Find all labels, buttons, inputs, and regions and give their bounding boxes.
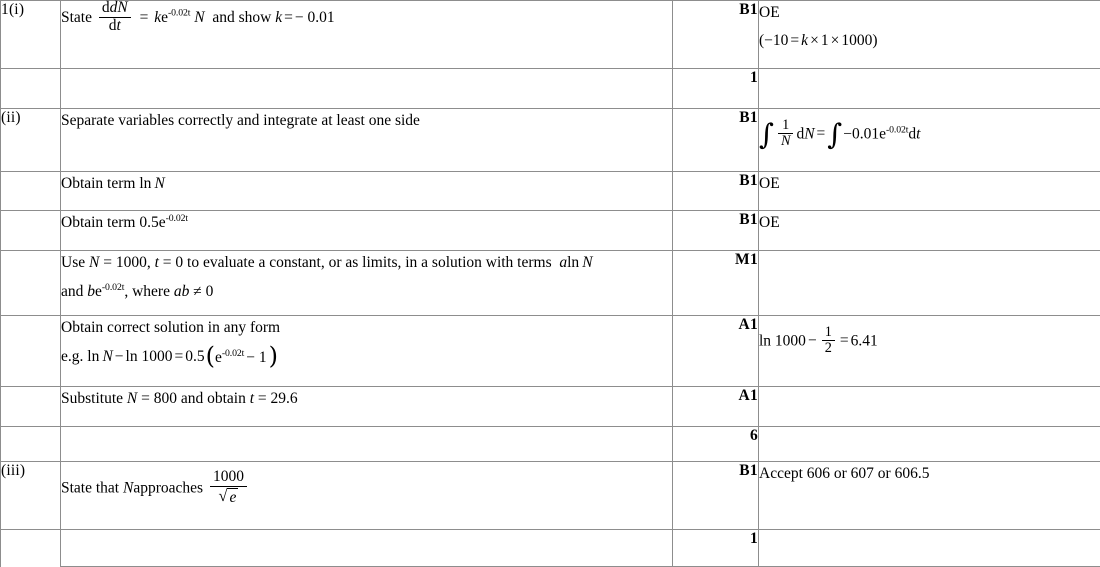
mark-total: 1 (749, 69, 758, 86)
exp-base: e (161, 8, 168, 26)
guidance-cell (759, 530, 1100, 567)
marks-cell (673, 462, 759, 530)
guidance-cell (759, 211, 1100, 251)
answer-cell (61, 69, 673, 109)
answer-example-expression (61, 342, 672, 371)
exponent: -0.02t (885, 124, 909, 136)
coefficient-a: a (559, 254, 568, 271)
answer-expression (61, 172, 672, 196)
answer-prefix: Substitute (61, 390, 124, 407)
marks-cell (673, 211, 759, 251)
answer-cell (61, 1, 673, 69)
answer-text: Obtain correct solution in any form (61, 319, 281, 336)
where-text: , where (124, 283, 170, 301)
mark-code: B1 (739, 172, 758, 189)
answer-prefix: Obtain term (61, 175, 136, 192)
variable-N: N (102, 348, 113, 366)
equals-sign: = (174, 348, 184, 366)
mark-code: B1 (739, 211, 758, 228)
minus-sign: − (807, 332, 817, 350)
table-row (1, 427, 1100, 462)
marks-cell (673, 1, 759, 69)
differential-dt: dt (908, 125, 921, 143)
value-t: = 29.6 (257, 390, 298, 407)
guidance-integral-expression (759, 116, 1100, 151)
guidance-text: OE (759, 214, 780, 231)
question-label-cell (1, 251, 61, 316)
answer-mid-text: approaches (133, 479, 204, 497)
question-label-cell (1, 109, 61, 172)
coefficient-k: k (154, 8, 162, 26)
question-label-cell (1, 462, 61, 530)
marks-cell (673, 172, 759, 211)
open-paren: ( (759, 32, 765, 50)
mark-code: A1 (738, 387, 758, 404)
mark-total: 1 (749, 530, 758, 547)
answer-expression (61, 1, 672, 35)
guidance-cell (759, 172, 1100, 211)
integral-sign-2: ∫ (827, 116, 843, 151)
answer-expression (61, 211, 672, 235)
table-row (1, 211, 1100, 251)
guidance-cell (759, 316, 1100, 387)
question-label: (ii) (1, 109, 21, 126)
integrand-coefficient: −0.01e (843, 125, 886, 143)
ln-1000: ln 1000 (759, 332, 806, 350)
exponent: -0.02t (101, 281, 125, 293)
equals-sign: = (790, 32, 800, 50)
variable-t: t (154, 254, 159, 271)
mark-code: B1 (739, 109, 758, 126)
marks-cell (673, 387, 759, 427)
guidance-cell (759, 387, 1100, 427)
table-row (1, 109, 1100, 172)
marks-cell (673, 109, 759, 172)
question-label-cell (1, 316, 61, 387)
question-label-cell (1, 530, 61, 567)
exp-base: e (214, 348, 222, 366)
minus-one: − 1 (246, 348, 267, 366)
question-label-cell (1, 1, 61, 69)
one-over-N-fraction: $\frac{1}{N}$ (778, 118, 794, 150)
limit-fraction (210, 469, 247, 507)
eg-label: e.g. (61, 348, 84, 366)
question-label-cell (1, 211, 61, 251)
close-paren: ) (872, 32, 878, 50)
variable-N: N (123, 479, 134, 497)
question-label: (iii) (1, 462, 26, 479)
times-sign-2: × (830, 32, 840, 50)
guidance-oe: OE (759, 4, 780, 21)
ln-operator-1: ln (87, 348, 100, 366)
question-label-cell (1, 172, 61, 211)
exponent: -0.02t (221, 347, 245, 359)
variable-N: N (194, 8, 205, 26)
guidance-cell (759, 462, 1100, 530)
derivative-fraction: $\frac{\text{ddN}}{dt}$ (99, 0, 131, 34)
guidance-expression (759, 326, 1100, 358)
equals-sign: = (139, 8, 149, 26)
exp-base: e (95, 283, 102, 301)
answer-prefix: State that (61, 479, 120, 497)
guidance-expression (759, 29, 1100, 52)
ln-1000: ln 1000 (125, 348, 173, 366)
ln-operator: ln (139, 175, 152, 192)
answer-cell (61, 530, 673, 567)
marks-total-cell (673, 530, 759, 567)
radicand-e: e (229, 488, 237, 506)
variable-N: N (154, 175, 165, 192)
guidance-cell (759, 1, 1100, 69)
answer-prefix: Obtain term (61, 214, 136, 231)
answer-expression-line1 (61, 251, 672, 275)
answer-cell (61, 211, 673, 251)
guidance-cell (759, 427, 1100, 462)
table-row (1, 172, 1100, 211)
variable-k: k (801, 32, 809, 50)
table-row (1, 462, 1100, 530)
equals-sign: = (839, 332, 849, 350)
answer-mid-text: and show (212, 8, 272, 26)
answer-prefix: State (61, 8, 92, 26)
not-equal-condition: ≠ 0 (193, 283, 214, 301)
radical-icon: √ (218, 486, 228, 505)
answer-prefix: Use (61, 254, 86, 271)
answer-expression (61, 387, 672, 411)
question-label-cell (1, 387, 61, 427)
answer-text: Separate variables correctly and integrate at least one side (61, 112, 420, 129)
times-sign-1: × (810, 32, 819, 50)
integral-sign-1: ∫ (759, 116, 774, 151)
variable-t: t (249, 390, 255, 407)
mark-total: 6 (749, 427, 758, 444)
guidance-cell (759, 251, 1100, 316)
answer-expression-line2 (61, 280, 672, 304)
guidance-text: Accept 606 or 607 or 606.5 (759, 465, 930, 482)
exponent: -0.02t (168, 7, 191, 19)
bracket-group: $(e^{-0.02t} - 1)$ (205, 342, 279, 371)
answer-cell (61, 427, 673, 462)
question-label: 1(i) (1, 1, 25, 18)
conjunction: and (61, 283, 84, 301)
result-value: 6.41 (850, 332, 878, 350)
table-row (1, 251, 1100, 316)
table-row (1, 387, 1100, 427)
answer-cell (61, 316, 673, 387)
mark-code: M1 (735, 251, 758, 268)
coefficient-b: b (87, 283, 96, 301)
square-root (218, 487, 238, 507)
answer-cell (61, 172, 673, 211)
ln-operator: ln (567, 254, 580, 271)
answer-cell (61, 462, 673, 530)
value-minus-ten: −10 (764, 32, 789, 50)
product-ab: ab (173, 283, 190, 301)
exponent: -0.02t (165, 212, 189, 224)
variable-N: N (126, 390, 138, 407)
k-value: − 0.01 (294, 8, 335, 26)
equals-sign: = (816, 125, 826, 143)
table-row (1, 1, 1100, 69)
table-row (1, 530, 1100, 567)
answer-expression (61, 470, 672, 508)
answer-cell (61, 251, 673, 316)
marks-total-cell (673, 69, 759, 109)
variable-N: N (88, 254, 100, 271)
marks-cell (673, 316, 759, 387)
question-label-cell (1, 69, 61, 109)
condition-text: = 0 to evaluate a constant, or as limits, in a solution with terms (162, 254, 552, 271)
variable-k2: k (275, 8, 283, 26)
value-N: = 800 and obtain (141, 390, 246, 407)
one-half-fraction: $\frac{1}{2}$ (822, 325, 835, 357)
guidance-cell (759, 109, 1100, 172)
question-label-cell (1, 427, 61, 462)
answer-cell (61, 109, 673, 172)
differential-dN: dN (796, 125, 815, 143)
coefficient: 0.5e (139, 214, 166, 231)
value-N: = 1000, (103, 254, 151, 271)
value-one: 1 (820, 32, 829, 50)
minus-sign: − (114, 348, 124, 366)
equals-sign-2: = (284, 8, 293, 26)
guidance-cell (759, 69, 1100, 109)
table-row (1, 316, 1100, 387)
mark-code: B1 (739, 462, 758, 479)
marks-total-cell (673, 427, 759, 462)
table-row (1, 69, 1100, 109)
frac-numerator: dN (109, 0, 128, 16)
guidance-text: OE (759, 175, 780, 192)
mark-code: A1 (738, 316, 758, 333)
answer-cell (61, 387, 673, 427)
mark-code: B1 (739, 1, 758, 18)
value-thousand: 1000 (841, 32, 873, 50)
coefficient: 0.5 (185, 348, 205, 366)
variable-N2: N (582, 254, 593, 271)
fraction-numerator: 1000 (212, 468, 244, 485)
marks-cell (673, 251, 759, 316)
